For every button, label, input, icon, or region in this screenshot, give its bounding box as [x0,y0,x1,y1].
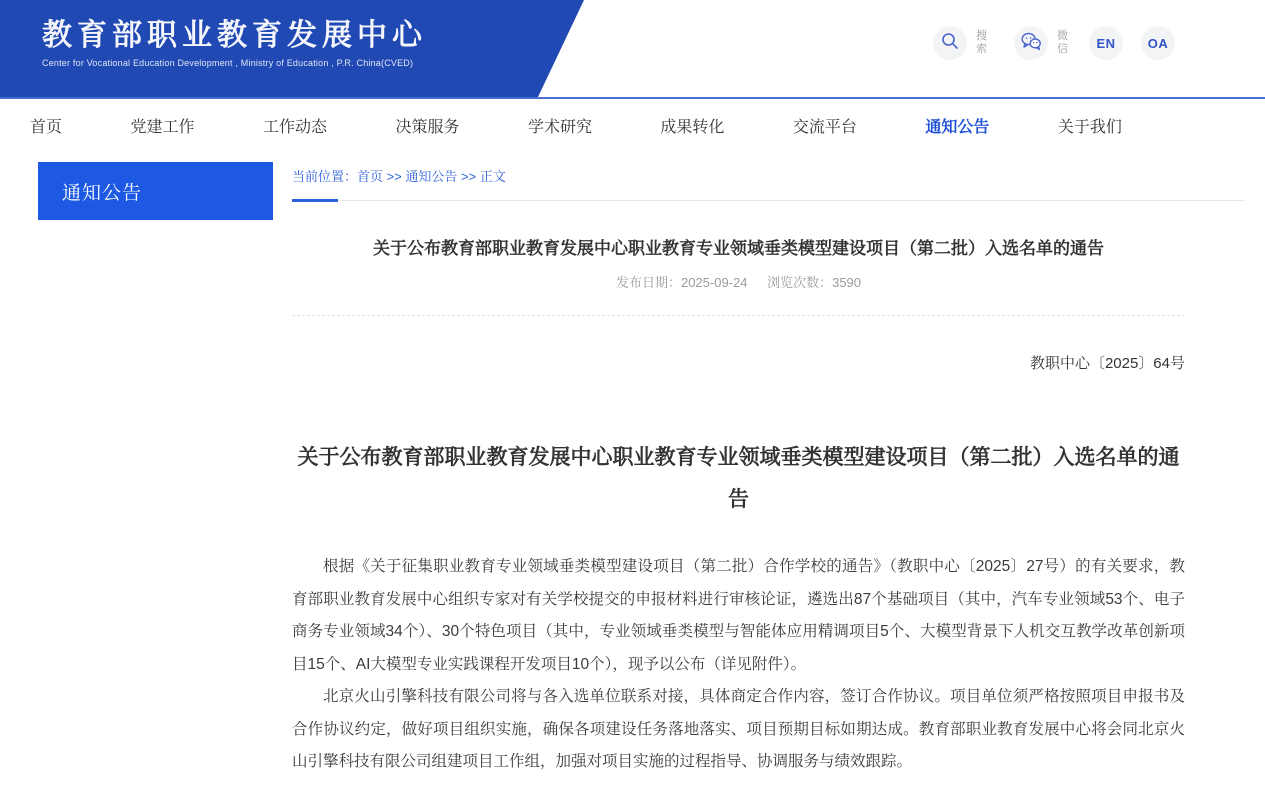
sidebar-item-notices[interactable] [38,162,273,220]
nav-item-decision-service[interactable]: 决策服务 [395,118,460,136]
header [0,0,1265,97]
breadcrumb-divider-accent [292,199,338,202]
document-number: 教职中心〔2025〕64号 [1029,355,1185,372]
breadcrumb [292,166,506,185]
wechat-button[interactable] [1014,26,1048,60]
search-label: 搜索 [976,30,987,55]
site-subtitle: Center for Vocational Education Development , Ministry of Education , P.R. China(CVED) [42,58,414,68]
oa-label: OA [1147,35,1169,51]
article-meta [292,272,1185,291]
nav-item-exchange-platform[interactable]: 交流平台 [792,118,857,136]
paragraph-1: 根据《关于征集职业教育专业领域垂类模型建设项目（第二批）合作学校的通告》（教职中心〔2025〕27号）的有关要求，教育部职业教育发展中心组织专家对有关学校提交的申报材料进行审核论证，遴选出87个基础项目（其中，汽车专业领域53个、电子商务专业领域34个）、30个特色项目（其中，专业领域垂类模型与智能体应用精调项目5个、大模型背景下人机交互教学改革创新项目15个、AI大模型专业实践课程开发项目10个），现予以公布（详见附件）。 [292,558,1185,673]
search-button[interactable] [933,26,967,60]
nav-item-work-news[interactable]: 工作动态 [262,118,327,136]
wechat-icon [1020,31,1042,56]
breadcrumb-path[interactable]: 首页 >> 通知公告 >> 正文 [357,169,506,184]
nav-item-notices[interactable]: 通知公告 [925,118,990,136]
brand[interactable] [42,18,427,68]
nav-item-home[interactable]: 首页 [30,118,63,136]
article-separator [292,315,1185,316]
nav-item-achievements[interactable]: 成果转化 [660,118,725,136]
publish-date: 发布日期：2025-09-24 [615,275,748,290]
page-title: 关于公布教育部职业教育发展中心职业教育专业领域垂类模型建设项目（第二批）入选名单的通告 [373,239,1104,258]
oa-button[interactable] [1141,26,1175,60]
document-title: 关于公布教育部职业教育发展中心职业教育专业领域垂类模型建设项目（第二批）入选名单的通告 [297,446,1180,511]
english-button[interactable] [1089,26,1123,60]
nav-item-academic-research[interactable]: 学术研究 [527,118,592,136]
site-title: 教育部职业教育发展中心 [42,19,427,52]
nav-item-about-us[interactable]: 关于我们 [1057,118,1122,136]
wechat-label: 微信 [1057,30,1068,55]
view-count: 浏览次数：3590 [767,275,862,290]
search-icon [941,32,959,55]
document-body [292,551,1185,779]
breadcrumb-prefix: 当前位置： [292,169,358,184]
paragraph-2: 北京火山引擎科技有限公司将与各入选单位联系对接，具体商定合作内容，签订合作协议。项目单位须严格按照项目申报书及合作协议约定，做好项目组织实施，确保各项建设任务落地落实、项目预期目标如期达成。教育部职业教育发展中心将会同北京火山引擎科技有限公司组建项目工作组，加强对项目实施的过程指导、协调服务与绩效跟踪。 [292,688,1185,770]
nav-item-party-building[interactable]: 党建工作 [130,118,195,136]
sidebar-item-label: 通知公告 [62,182,143,204]
breadcrumb-divider [292,200,1245,201]
header-utilities [933,26,1175,60]
main-nav [30,99,1122,151]
article [292,228,1185,779]
english-label: EN [1096,35,1116,51]
